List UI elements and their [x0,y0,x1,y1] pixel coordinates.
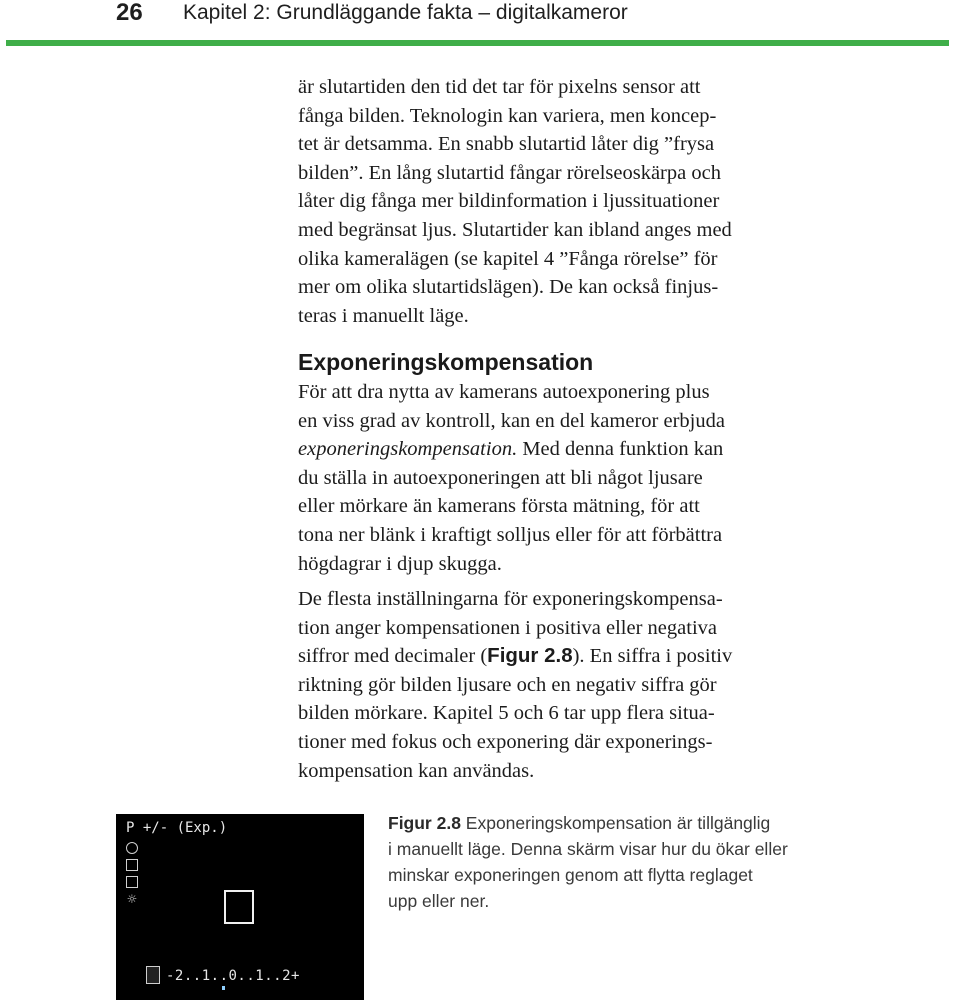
exposure-scale-text: -2..1..0..1..2+ [166,968,300,984]
text-line: är slutartiden den tid det tar för pixelns sensor att [298,76,701,98]
section-heading: Exponeringskompensation [298,349,594,375]
caption-line: minskar exponeringen genom att flytta reglaget [388,865,753,885]
paragraph-exposure-values [298,585,810,785]
text-fragment: ). En siffra i positiv [572,645,733,668]
drive-mode-icon [126,876,138,888]
text-line: riktning gör bilden ljusare och en negativ siffra gör [298,673,717,696]
metering-icon [126,859,138,871]
text-line: låter dig fånga mer bildinformation i ljussituationer [298,190,720,213]
exposure-marker [222,986,225,990]
paragraph-exposure-intro [298,378,810,578]
text-line [298,642,810,671]
text-line: bilden mörkare. Kapitel 5 och 6 tar upp flera situa- [298,702,715,725]
text-line: kompensation kan användas. [298,759,535,782]
flash-mode-icon [126,842,138,854]
figure-caption [388,810,818,914]
figure-reference: Figur 2.8 [487,644,573,668]
text-line: För att dra nytta av kamerans autoexponering plus [298,381,710,403]
focus-frame [224,890,254,924]
white-balance-icon: ☼ [126,892,138,906]
text-line: tet är detsamma. En snabb slutartid låter dig ”frysa [298,133,715,156]
text-line: De flesta inställningarna för exponeringskompensa- [298,588,723,610]
caption-line: i manuellt läge. Denna skärm visar hur du ökar eller [388,839,788,859]
text-line: du ställa in autoexponeringen att bli något ljusare [298,466,703,489]
text-line: med begränsat ljus. Slutartider kan ibland anges med [298,218,732,241]
camera-icon-column [126,842,142,910]
text-line: en viss grad av kontroll, kan en del kameror erbjuda [298,409,725,432]
running-title: Kapitel 2: Grundläggande fakta – digitalkameror [183,1,628,24]
page-number: 26 [116,0,143,26]
header-rule [6,40,949,46]
text-line: eller mörkare än kamerans första mätning, för att [298,495,700,518]
text-fragment: siffror med decimaler ( [298,645,488,668]
text-line: bilden”. En lång slutartid fångar rörelseoskärpa och [298,161,721,184]
text-line: fånga bilden. Teknologin kan variera, men koncep- [298,104,717,127]
page-header [0,0,960,48]
camera-screen-figure [116,814,364,1000]
text-line: tion anger kompensationen i positiva eller negativa [298,616,717,639]
text-line: högdagrar i djup skugga. [298,552,502,575]
caption-line: upp eller ner. [388,891,490,911]
text-line: mer om olika slutartidslägen). De kan också finjus- [298,276,719,299]
caption-line [388,810,818,836]
caption-text: Exponeringskompensation är tillgänglig [460,813,771,833]
exposure-mode-label: P +/- (Exp.) [126,820,228,836]
italic-term: exponeringskompensation. [298,438,518,461]
exposure-scale [144,968,300,984]
text-line: teras i manuellt läge. [298,304,469,327]
text-line: tioner med fokus och exponering där exponerings- [298,730,713,753]
text-line [298,435,810,464]
text-line: tona ner blänk i kraftigt solljus eller för att förbättra [298,523,723,546]
text-fragment: Med denna funktion kan [517,438,724,461]
caption-figure-label: Figur 2.8 [388,813,461,833]
text-line: olika kameralägen (se kapitel 4 ”Fånga rörelse” för [298,247,718,270]
paragraph-shutter [298,73,810,330]
